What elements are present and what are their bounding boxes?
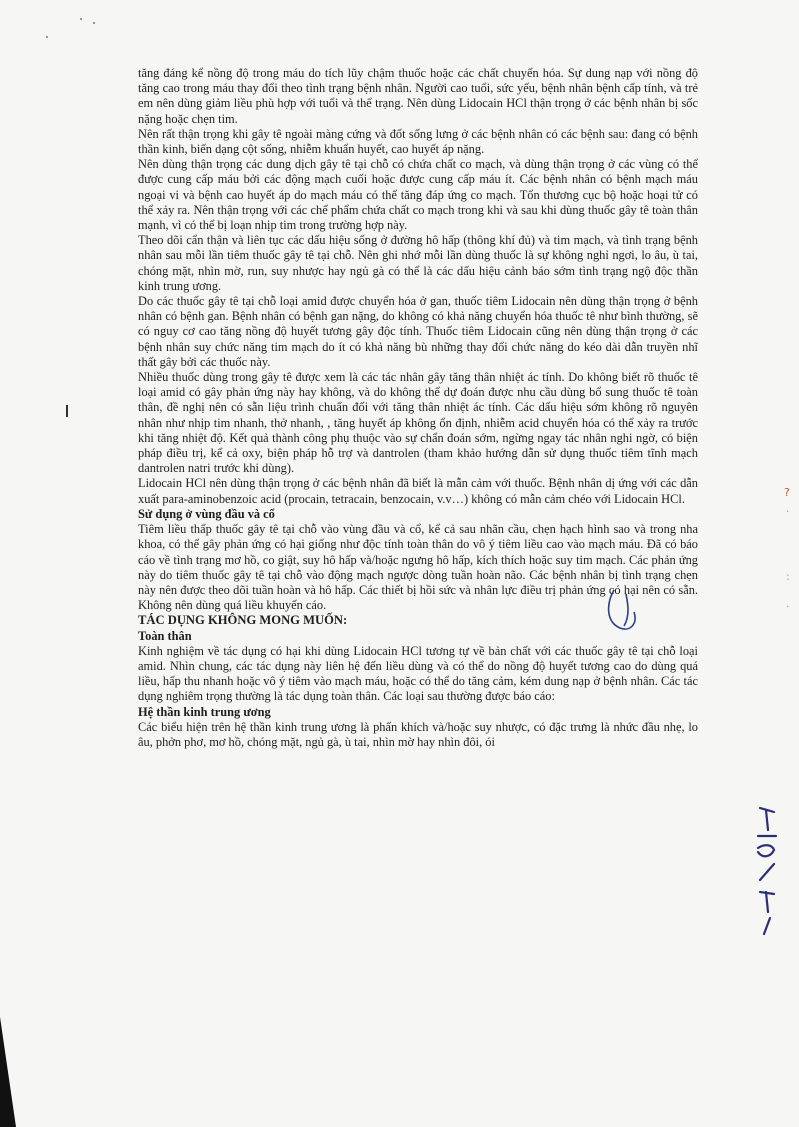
stamp-edge-mark: · bbox=[786, 505, 790, 518]
scan-speck bbox=[93, 22, 95, 24]
section-subheading-cns: Hệ thần kinh trung ương bbox=[138, 704, 271, 719]
stamp-edge-mark: : bbox=[786, 570, 790, 583]
paragraph: Lidocain HCl nên dùng thận trọng ở các bệnh nhân đã biết là mẫn cảm với thuốc. Bệnh nhân dị ứng với các dẫn xuất para-aminobenzoic acid (procain, tetracain, benzocain, v.v…) không có mẫn cảm chéo với Lidocain HCl. bbox=[138, 476, 698, 506]
stamp-edge-mark: · bbox=[786, 600, 790, 613]
stamp-edge-mark: ? bbox=[784, 486, 790, 499]
scan-edge-shadow bbox=[0, 1017, 16, 1127]
document-body bbox=[138, 66, 698, 750]
handwritten-page-number bbox=[752, 800, 782, 940]
scan-speck bbox=[46, 36, 48, 38]
section-subheading-systemic: Toàn thân bbox=[138, 628, 192, 643]
paragraph: Nên rất thận trọng khi gây tê ngoài màng cứng và đốt sống lưng ở các bệnh nhân có các bệnh sau: đang có bệnh thần kinh, biến dạng cột sống, nhiễm khuẩn huyết, cao huyết áp nặng. bbox=[138, 126, 698, 157]
section-heading-adverse-effects: TÁC DỤNG KHÔNG MONG MUỐN: bbox=[138, 613, 348, 628]
paragraph: Kinh nghiệm về tác dụng có hại khi dùng Lidocain HCl tương tự về bản chất với các thuốc gây tê tại chỗ loại amid. Nhìn chung, các tác dụng này liên hệ đến liều dùng và có thể do nồng độ huyết tương cao do dùng quá liều, hấp thu nhanh hoặc vô ý tiêm vào mạch máu, hoặc có thể do tăng cảm, kém dung nạp ở bệnh nhân. Các tác dụng nghiêm trọng thường là tác dụng toàn thân. Các loại sau thường được báo cáo: bbox=[138, 643, 698, 704]
scan-speck bbox=[80, 18, 82, 20]
paragraph: Theo dõi cẩn thận và liên tục các dấu hiệu sống ở đường hô hấp (thông khí đủ) và tim mạch, và tình trạng bệnh nhân sau mỗi lần tiêm thuốc gây tê tại chỗ. Nên ghi nhớ mỗi lần dùng thuốc là sự không nghỉ ngơi, lo âu, ù tai, chóng mặt, nhìn mờ, run, suy nhược hay ngủ gà có thể là các dấu hiệu cảnh báo sớm tình trạng ngộ độc thần kinh trung ương. bbox=[138, 233, 698, 293]
paragraph: tăng đáng kể nồng độ trong máu do tích lũy chậm thuốc hoặc các chất chuyển hóa. Sự dung nạp với nồng độ tăng cao trong máu thay đổi theo tình trạng bệnh nhân. Người cao tuổi, sức yếu, bệnh nhân bệnh cấp tính, và trẻ em nên dùng giảm liều phù hợp với tuổi và thể trạng. Nên dùng Lidocain HCl thận trọng ở các bệnh nhân bị sốc nặng hoặc chẹn tim. bbox=[138, 66, 698, 126]
paragraph: Tiêm liều thấp thuốc gây tê tại chỗ vào vùng đầu và cổ, kể cả sau nhãn cầu, chẹn hạch hình sao và trong nha khoa, có thể gây phản ứng có hại giống như độc tính toàn thân do vô ý tiêm liều cao vào mạch máu. Đã có báo cáo về tình trạng mơ hồ, co giật, suy hô hấp và/hoặc ngưng hô hấp, kích thích hoặc suy tim mạch. Các phản ứng này do tiêm thuốc gây tê tại chỗ vào động mạch ngược dòng tuần hoàn não. Các bệnh nhân bị tình trạng chẹn này nên được theo dõi tuần hoàn và hô hấp. Các thiết bị hồi sức và nhân lực điều trị phản ứng có hại nên có sẵn. Không nên dùng quá liều khuyến cáo. bbox=[138, 522, 698, 613]
paragraph: Do các thuốc gây tê tại chỗ loại amid được chuyển hóa ở gan, thuốc tiêm Lidocain nên dùng thận trọng ở bệnh nhân có bệnh gan. Bệnh nhân có bệnh gan nặng, do không có khả năng chuyển hóa thuốc tê như bình thường, sẽ có nguy cơ cao tăng nồng độ huyết tương gây độc tính. Thuốc tiêm Lidocain cũng nên dùng thận trọng ở các bệnh nhân suy chức năng tim mạch do ít có khả năng bù những thay đổi chức năng do kéo dài dẫn truyền nhĩ thất gây bởi các thuốc này. bbox=[138, 294, 698, 369]
paragraph: Nhiều thuốc dùng trong gây tê được xem là các tác nhân gây tăng thân nhiệt ác tính. Do không biết rõ thuốc tê loại amid có gây phản ứng này hay không, và do không thể dự đoán được nhu cầu dùng bổ sung thuốc tê toàn thân, đề nghị nên có sẵn liệu trình chuẩn đối với tăng thân nhiệt ác tính. Các dấu hiệu sớm không rõ nguyên nhân như nhịp tim nhanh, thở nhanh, , tăng huyết áp không ổn định, nhiễm acid chuyển hóa có thể xảy ra trước khi tăng nhiệt độ. Kết quả thành công phụ thuộc vào sự chẩn đoán sớm, ngừng ngay tác nhân nghi ngờ, có biện pháp điều trị, kể cả oxy, biện pháp hỗ trợ và dantrolen (tham khảo hướng dẫn sử dụng thuốc tiêm tĩnh mạch dantrolen natri trước khi dùng). bbox=[138, 370, 698, 476]
signature-mark bbox=[600, 586, 650, 636]
paragraph: Nên dùng thận trọng các dung dịch gây tê tại chỗ có chứa chất co mạch, và dùng thận trọng ở các vùng có thể được cung cấp máu bởi các động mạch cuối hoặc được cung cấp máu ít. Các bệnh nhân có bệnh mạch máu ngoại vi và bệnh cao huyết áp do mạch máu có thể tăng đáp ứng co mạch. Tổn thương cục bộ hoặc hoại tử có thể xảy ra. Nên thận trọng với các chế phẩm chứa chất co mạch trong khi và sau khi dùng thuốc gây tê toàn thân mạnh, vì có thể bị loạn nhịp tim trong trường hợp này. bbox=[138, 157, 698, 233]
paragraph: Các biểu hiện trên hệ thần kinh trung ương là phấn khích và/hoặc suy nhược, có đặc trưng là nhức đầu nhẹ, lo âu, phởn phơ, mơ hồ, chóng mặt, ngủ gà, ù tai, nhìn mờ hay nhìn đôi, ói bbox=[138, 719, 698, 749]
margin-mark bbox=[66, 405, 68, 417]
section-subheading-head-neck: Sử dụng ở vùng đầu và cổ bbox=[138, 506, 275, 521]
